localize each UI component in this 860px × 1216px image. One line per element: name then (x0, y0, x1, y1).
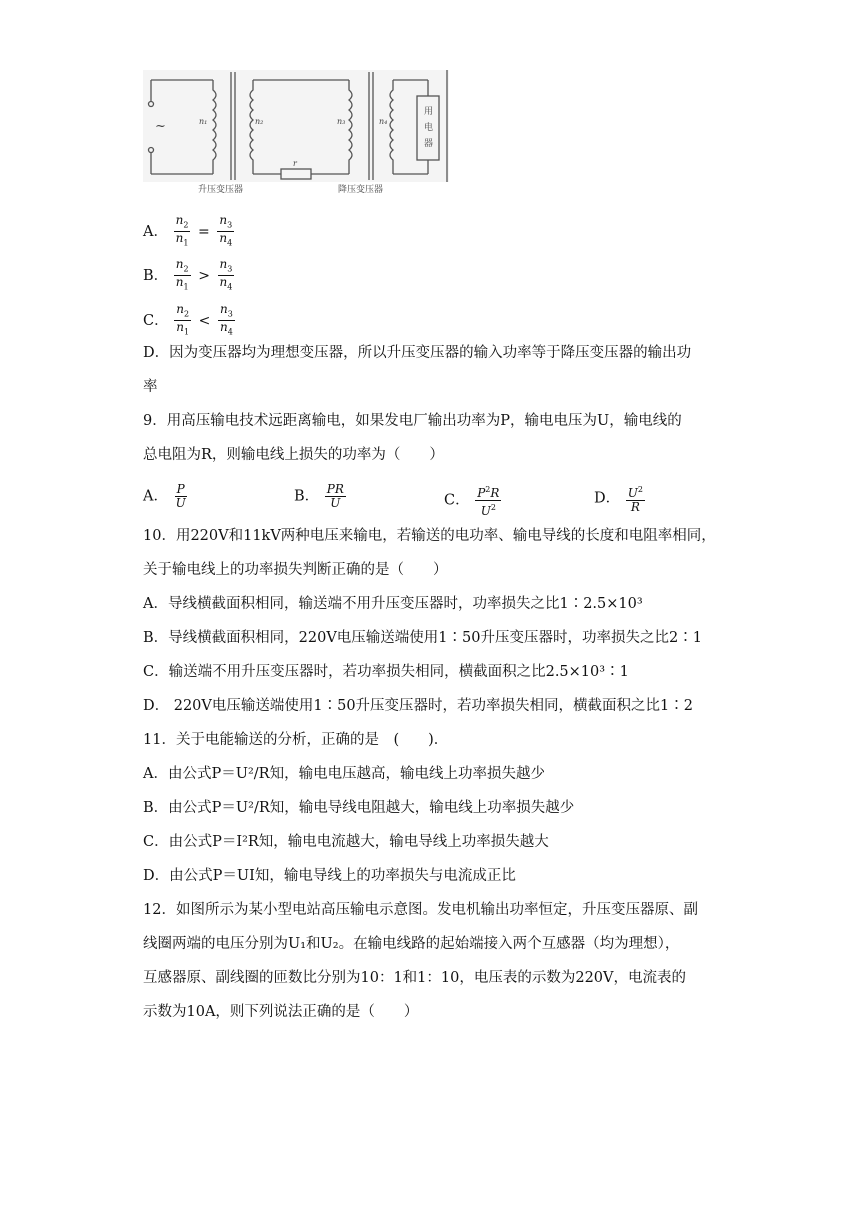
q8-option-a-relation: = (198, 223, 210, 240)
q10-option-c: C．输送端不用升压变压器时，若功率损失相同，横截面积之比2.5×10³∶1 (143, 664, 629, 680)
q12-stem-line4: 示数为10A，则下列说法正确的是（ ） (143, 1004, 419, 1020)
q9-option-b (294, 483, 347, 510)
q10-option-a: A．导线横截面积相同，输送端不用升压变压器时，功率损失之比1∶2.5×10³ (143, 596, 643, 612)
fraction-p2r-over-u2: $\frac{P^2R}{U^2}$ (477, 485, 500, 518)
step-up-label: 升压变压器 (198, 185, 244, 195)
fraction-n2-n1: $\frac{n_2}{n_1}$ (176, 302, 190, 337)
q9-option-d (594, 483, 646, 514)
q12-stem-line2: 线圈两端的电压分别为U₁和U₂。在输电线路的起始端接入两个互感器（均为理想）， (143, 936, 680, 952)
n2-label: n₂ (255, 117, 264, 126)
q8-option-a (143, 214, 235, 250)
fraction-n3-n4: $\frac{n_3}{n_4}$ (219, 213, 233, 248)
load-char-2: 电 (424, 123, 434, 133)
q8-option-c-relation: < (198, 312, 211, 329)
q8-option-b (143, 258, 235, 294)
fraction-n3-n4: $\frac{n_3}{n_4}$ (219, 257, 233, 292)
q9-stem-line2: 总电阻为R，则输电线上损失的功率为（ ） (143, 447, 444, 463)
fraction-pr-over-u: $\frac{PR}{U}$ (326, 482, 344, 510)
q8-option-b-relation: > (198, 267, 210, 284)
q9-option-c (444, 483, 502, 518)
q10-option-b: B．导线横截面积相同，220V电压输送端使用1∶50升压变压器时，功率损失之比2∶1 (143, 630, 702, 646)
load-char-1: 用 (424, 107, 434, 117)
fraction-u2-over-r: $\frac{U^2}{R}$ (627, 485, 643, 514)
q11-option-a: A．由公式P＝U²/R知，输电电压越高，输电线上功率损失越少 (143, 766, 546, 782)
n3-label: n₃ (337, 117, 346, 126)
q9-option-d-label: D． (594, 490, 621, 507)
q12-stem-line1: 12．如图所示为某小型电站高压输电示意图。发电机输出功率恒定，升压变压器原、副 (143, 902, 698, 918)
q12-stem-line3: 互感器原、副线圈的匝数比分别为10：1和1：10，电压表的示数为220V，电流表的 (143, 970, 686, 986)
source-symbol: ~ (155, 119, 166, 134)
transformer-circuit-svg (143, 70, 449, 200)
fraction-n2-n1: $\frac{n_2}{n_1}$ (175, 257, 189, 292)
q10-option-d: D． 220V电压输送端使用1∶50升压变压器时，若功率损失相同，横截面积之比1∶2 (143, 698, 694, 714)
q8-option-c-label-visible: C． (143, 312, 169, 329)
load-char-3: 器 (424, 139, 434, 149)
q11-stem: 11．关于电能输送的分析，正确的是 ( )． (143, 732, 449, 748)
q8-option-c (143, 303, 236, 339)
transformer-diagram (143, 70, 449, 200)
resistor-label: r (293, 159, 297, 168)
q10-stem-line2: 关于输电线上的功率损失判断正确的是（ ） (143, 562, 448, 578)
q9-option-a-label: A． (143, 488, 168, 505)
n4-label: n₄ (379, 117, 388, 126)
q8-option-d-line1: D．因为变压器均为理想变压器，所以升压变压器的输入功率等于降压变压器的输出功 (143, 345, 692, 361)
step-down-label: 降压变压器 (338, 185, 384, 195)
q8-option-b-label: B． (143, 267, 169, 284)
q11-option-b: B．由公式P＝U²/R知，输电导线电阻越大，输电线上功率损失越少 (143, 800, 575, 816)
q9-stem-line1: 9．用高压输电技术远距离输电，如果发电厂输出功率为P，输电电压为U，输电线的 (143, 413, 682, 429)
fraction-n3-n4: $\frac{n_3}{n_4}$ (220, 302, 233, 337)
fraction-p-over-u: $\frac{P}{U}$ (175, 482, 186, 510)
q10-stem-line1: 10．用220V和11kV两种电压来输电，若输送的电功率、输电导线的长度和电阻率相同， (143, 528, 716, 544)
q8-option-d-line2: 率 (143, 379, 158, 395)
fraction-n2-n1: $\frac{n_2}{n_1}$ (175, 213, 189, 248)
n1-label: n₁ (199, 117, 208, 126)
q11-option-c: C．由公式P＝I²R知，输电电流越大，输电导线上功率损失越大 (143, 834, 549, 850)
q9-option-c-label: C． (444, 492, 470, 509)
q9-option-a (143, 483, 189, 510)
q9-option-b-label: B． (294, 488, 320, 505)
q11-option-d: D．由公式P＝UI知，输电导线上的功率损失与电流成正比 (143, 868, 516, 884)
q8-option-a-label: A． (143, 223, 168, 240)
